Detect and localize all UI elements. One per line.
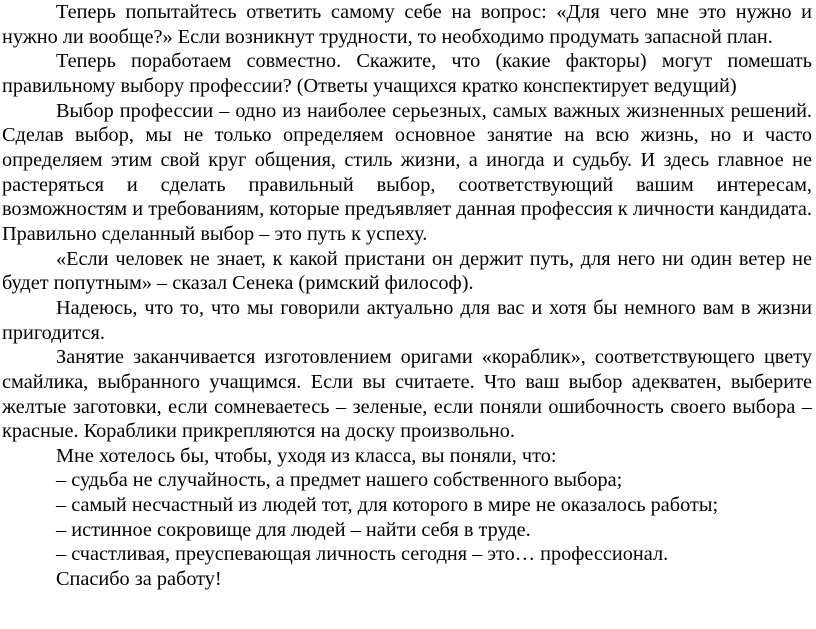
paragraph-hope: Надеюсь, что то, что мы говорили актуально для вас и хотя бы немного вам в жизни пригодится. — [2, 296, 812, 344]
list-item-treasure: – истинное сокровище для людей – найти себя в труде. — [56, 518, 531, 541]
paragraph-seneca-quote: «Если человек не знает, к какой пристани он держит путь, для него ни один ветер не будет попутным» – сказал Сенека (римский философ). — [2, 247, 812, 295]
closing-thanks: Спасибо за работу! — [56, 568, 222, 591]
list-item-unhappy: – самый несчастный из людей тот, для которого в мире не оказалось работы; — [56, 494, 719, 517]
paragraph-origami: Занятие заканчивается изготовлением оригами «кораблик», соответствующего цвету смайлика, выбранного учащимся. Если вы считаете. Что ваш выбор адекватен, выберите желтые заготовки, если сомневаетесь – зеленые, если поняли ошибочность своего выбора – красные. Кораблики прикрепляются на доску произвольно. — [2, 346, 812, 443]
list-item-professional: – счастливая, преуспевающая личность сегодня – это… профессионал. — [56, 543, 669, 566]
paragraph-question: Теперь попытайтесь ответить самому себе на вопрос: «Для чего мне это нужно и нужно ли вообще?» Если возникнут трудности, то необходимо продумать запасной план. — [2, 1, 812, 48]
paragraph-wish: Мне хотелось бы, чтобы, уходя из класса, вы поняли, что: — [56, 444, 557, 467]
paragraph-profession-choice: Выбор профессии – одно из наиболее серьезных, самых важных жизненных решений. Сделав выбор, мы не только определяем основное занятие на всю жизнь, но и часто определяем этим свой круг общения, стиль жизни, а иногда и судьбу. И здесь главное не растеряться и сделать правильный выбор, соответствующий вашим интересам, возможностям и требованиям, которые предъявляет данная профессия к личности кандидата. Правильно сделанный выбор – это путь к успеху. — [2, 99, 812, 245]
paragraph-joint-work: Теперь поработаем совместно. Скажите, что (какие факторы) могут помешать правильному выбору профессии? (Ответы учащихся кратко конспектирует ведущий) — [2, 50, 812, 97]
list-item-fate: – судьба не случайность, а предмет нашего собственного выбора; — [56, 469, 623, 492]
